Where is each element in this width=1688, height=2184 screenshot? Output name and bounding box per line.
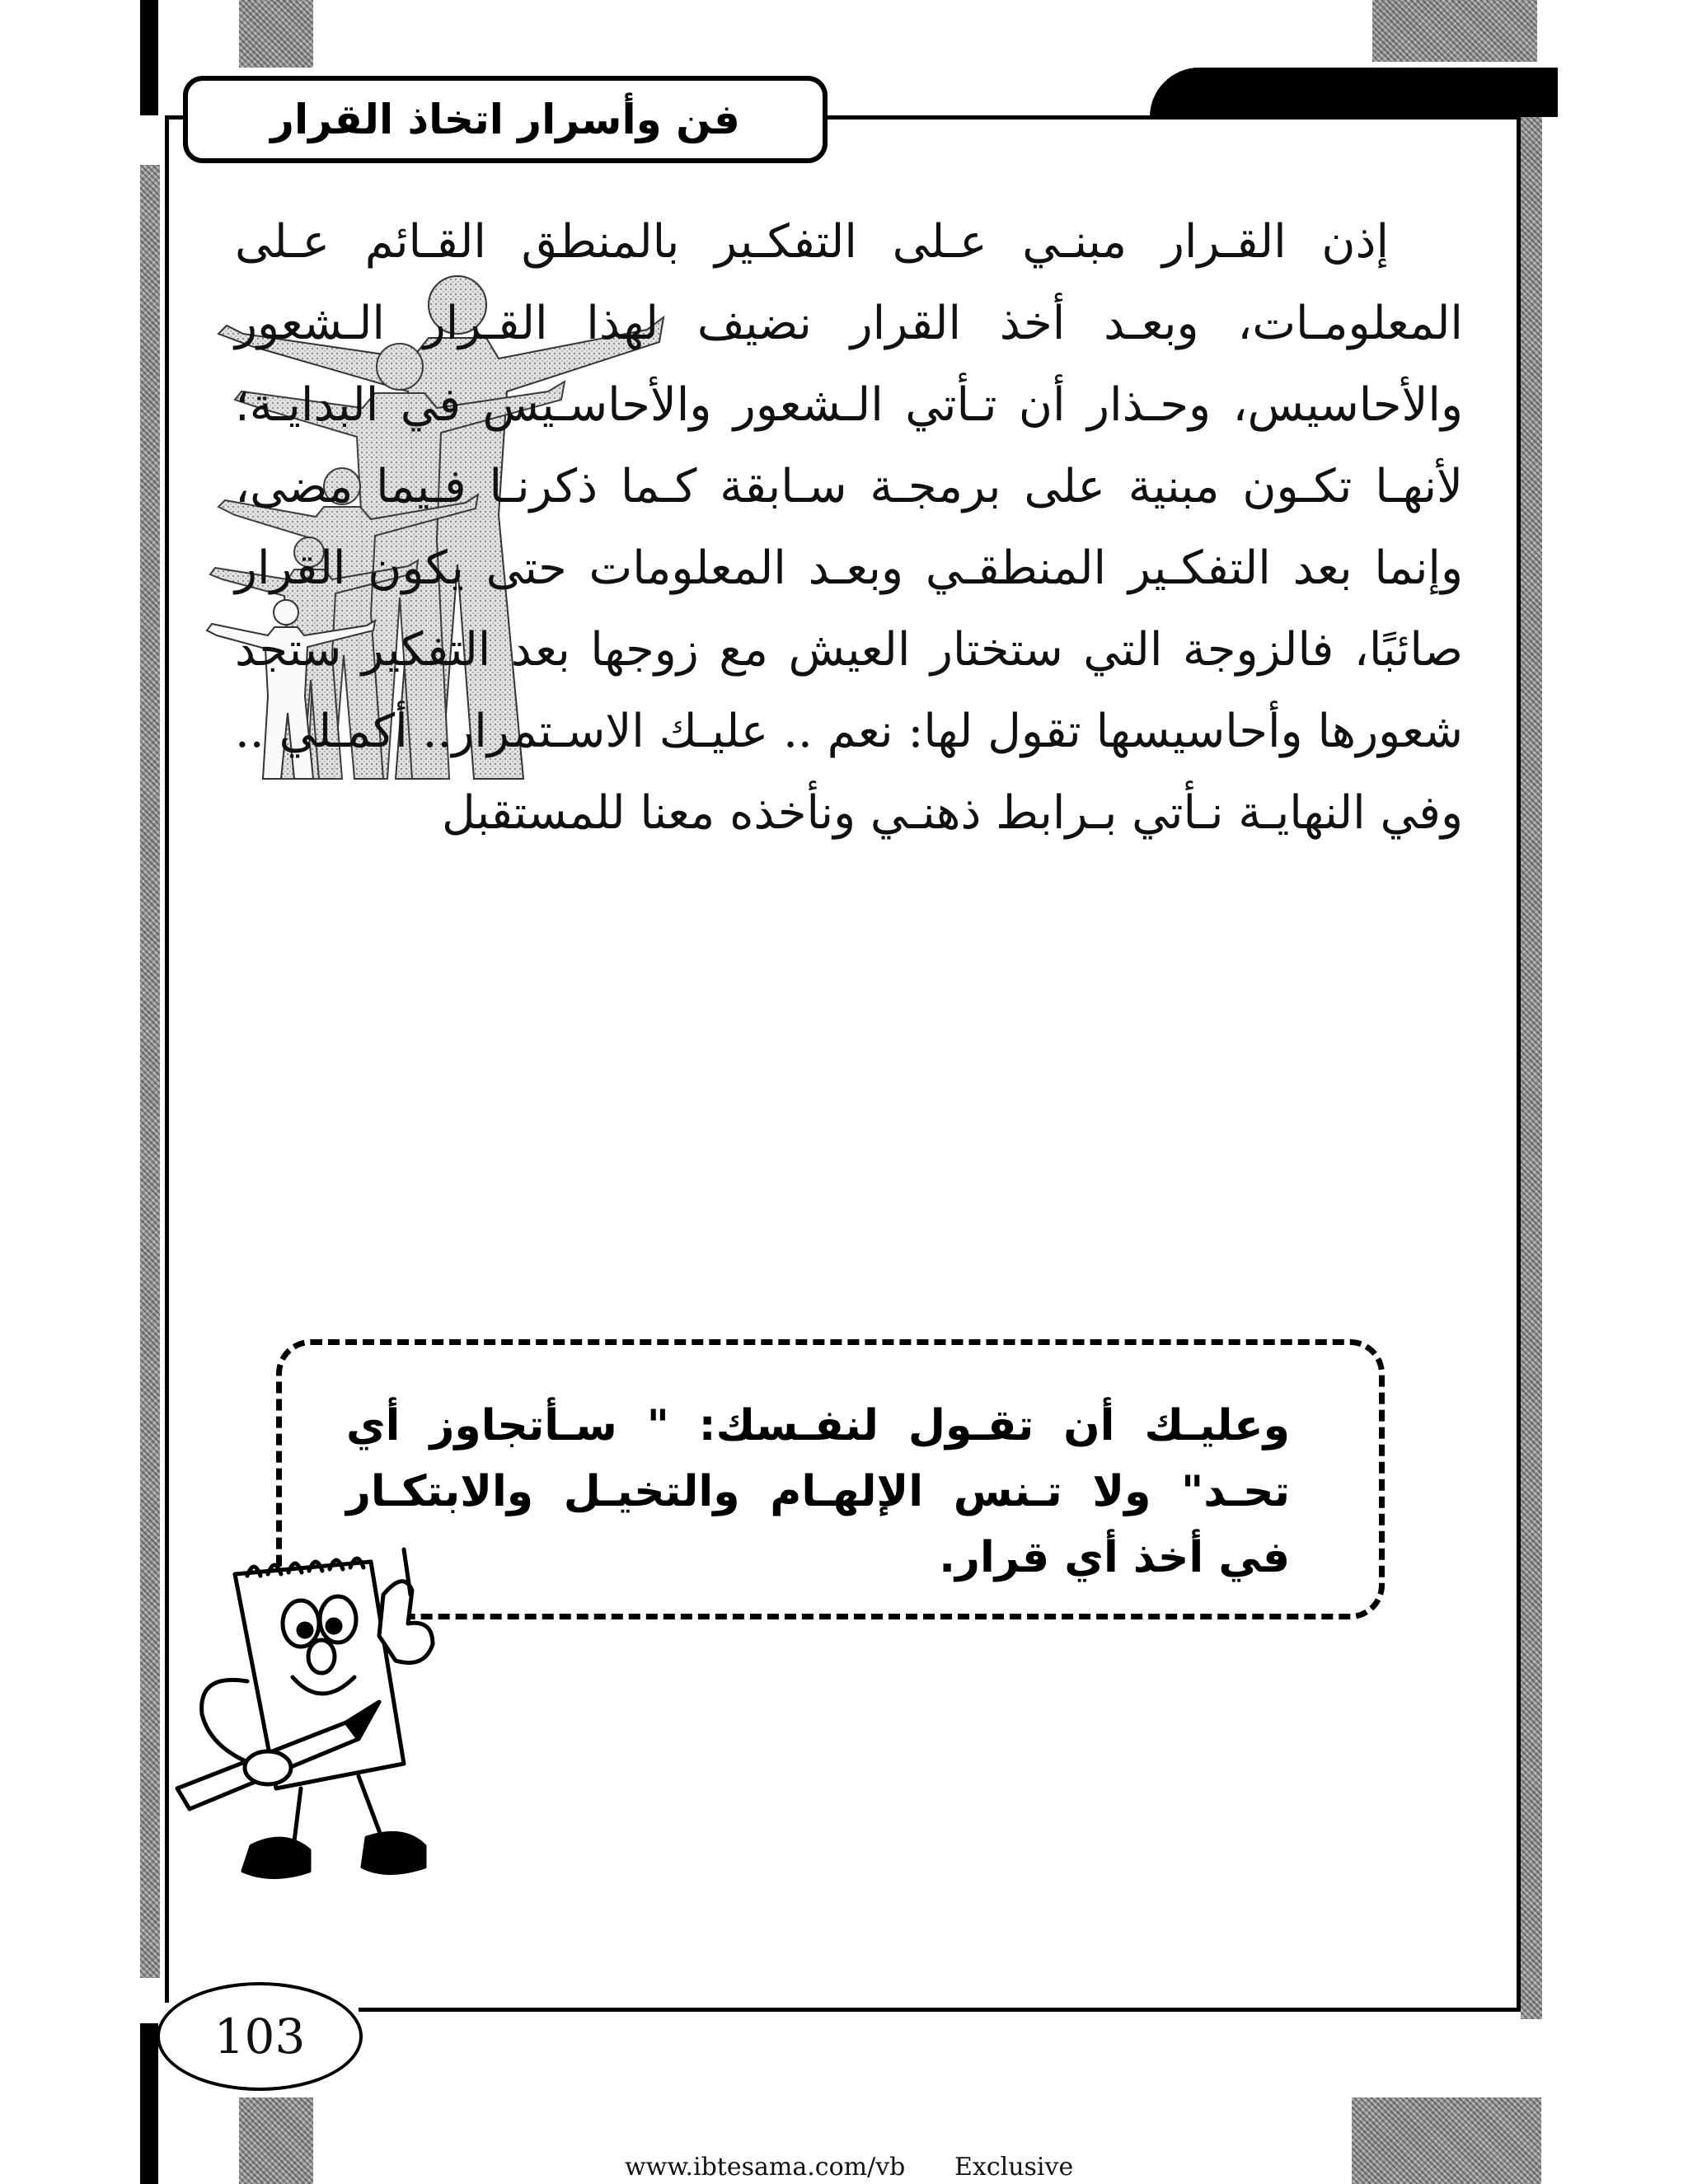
- footer-tag: Exclusive: [954, 2153, 1074, 2182]
- book-title-box: [183, 76, 828, 163]
- notepad-mascot-illustration: [157, 1516, 536, 1896]
- page-number: 103: [157, 1982, 363, 2091]
- body-paragraph: إذن القـرار مبنـي عـلى التفكـير بالمنطق القـائم عـلى المعلومـات، وبعـد أخذ القرار نضيف لهذا القـرار الـشعور والأحاسيس، وحـذار أن تـأتي الـشعور والأحاسـيس في البدايـة؛ لأنهـا تكـون مبنية على برمجـة سـابقة كـما ذكرنـا فـيما مضى، وإنما بعد التفكـير المنطقـي وبعـد المعلومات حتى يكون القرار صائبًا، فالزوجة التي ستختار العيش مع زوجها بعد التفكير ستجد شعورها وأحاسيسها تقول لها: نعم .. عليـك الاسـتمرار.. أكمـلي .. وفي النهايـة نـأتي بـرابط ذهنـي ونأخذه معنا للمستقبل: [235, 215, 1463, 840]
- bottom-right-texture-patch: [1352, 2097, 1541, 2184]
- book-title: فن وأسرار اتخاذ القرار: [270, 96, 740, 143]
- right-edge-texture: [1521, 99, 1542, 2019]
- top-right-texture-patch: [1372, 0, 1537, 62]
- footer-url: www.ibtesama.com/vb: [625, 2153, 906, 2182]
- frame-bottom-line: [359, 2008, 1521, 2012]
- frame-right-line: [1517, 115, 1521, 2011]
- callout-text: وعليـك أن تقـول لنفـسك: " سـأتجاوز أي تحـد" ولا تـنس الإلهـام والتخيـل والابتكـار في أخذ أي قرار.: [346, 1401, 1290, 1582]
- top-left-texture-patch: [239, 0, 313, 68]
- header-black-tab: [1150, 68, 1558, 117]
- left-top-black-bar: [140, 0, 158, 115]
- header-right-line: [824, 115, 1521, 120]
- body-paragraph-block: [235, 201, 1463, 854]
- bottom-left-texture-patch: [239, 2097, 313, 2184]
- left-bottom-black-bar: [140, 2023, 158, 2184]
